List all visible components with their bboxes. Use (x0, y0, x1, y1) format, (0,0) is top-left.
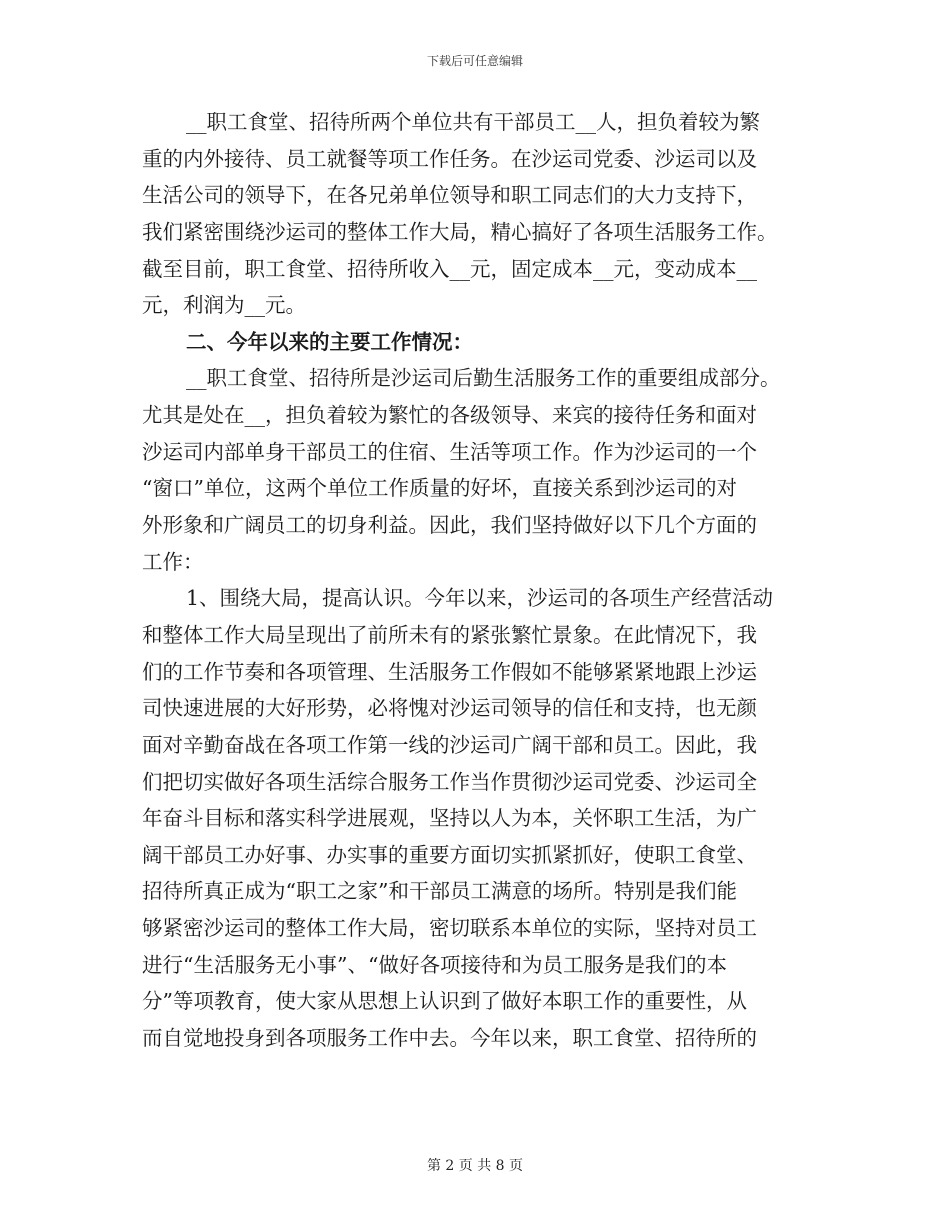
paragraph-line: 外形象和广阔员工的切身利益。因此，我们坚持做好以下几个方面的 (142, 513, 757, 538)
paragraph-line: 招待所真正成为“职工之家”和干部员工满意的场所。特别是我们能 (142, 879, 737, 904)
paragraph-line: __职工食堂、招待所是沙运司后勤生活服务工作的重要组成部分。 (186, 366, 781, 391)
paragraph-line: 而自觉地投身到各项服务工作中去。今年以来，职工食堂、招待所的 (142, 1026, 757, 1051)
paragraph-line: 工作： (142, 549, 204, 574)
paragraph-line: 元，利润为__元。 (142, 293, 306, 318)
paragraph-line: 重的内外接待、员工就餐等项工作任务。在沙运司党委、沙运司以及 (142, 146, 757, 171)
page-header-note: 下载后可任意编辑 (426, 54, 523, 68)
paragraph-line: 1、围绕大局，提高认识。今年以来，沙运司的各项生产经营活动 (186, 586, 774, 611)
paragraph-line: “窗口”单位，这两个单位工作质量的好坏，直接关系到沙运司的对 (142, 476, 737, 501)
paragraph-line: 司快速进展的大好形势，必将愧对沙运司领导的信任和支持，也无颜 (142, 696, 757, 721)
section-heading: 二、今年以来的主要工作情况： (186, 329, 473, 354)
paragraph-line: 够紧密沙运司的整体工作大局，密切联系本单位的实际，坚持对员工 (142, 916, 757, 941)
document-body (142, 104, 808, 1057)
page-number: 第 2 页 共 8 页 (426, 1158, 524, 1174)
paragraph-line: 沙运司内部单身干部员工的住宿、生活等项工作。作为沙运司的一个 (142, 439, 757, 464)
paragraph-line: 们把切实做好各项生活综合服务工作当作贯彻沙运司党委、沙运司全 (142, 769, 757, 794)
paragraph-line: 进行“生活服务无小事”、“做好各项接待和为员工服务是我们的本 (142, 952, 727, 977)
paragraph-line: 生活公司的领导下，在各兄弟单位领导和职工同志们的大力支持下， (142, 183, 757, 208)
paragraph-line: 分”等项教育，使大家从思想上认识到了做好本职工作的重要性，从 (142, 989, 747, 1014)
paragraph-line: 尤其是处在__，担负着较为繁忙的各级领导、来宾的接待任务和面对 (142, 403, 757, 428)
paragraph-line: 年奋斗目标和落实科学进展观，坚持以人为本，关怀职工生活，为广 (142, 806, 757, 831)
paragraph-line: 阔干部员工办好事、办实事的重要方面切实抓紧抓好，使职工食堂、 (142, 842, 757, 867)
paragraph-line: 们的工作节奏和各项管理、生活服务工作假如不能够紧紧地跟上沙运 (142, 659, 757, 684)
paragraph-line: 和整体工作大局呈现出了前所未有的紧张繁忙景象。在此情况下，我 (142, 622, 757, 647)
paragraph-line: 截至目前，职工食堂、招待所收入__元，固定成本__元，变动成本__ (142, 256, 757, 281)
paragraph-line: 我们紧密围绕沙运司的整体工作大局，精心搞好了各项生活服务工作。 (142, 219, 778, 244)
paragraph-line: 面对辛勤奋战在各项工作第一线的沙运司广阔干部和员工。因此，我 (142, 732, 757, 757)
paragraph-line: __职工食堂、招待所两个单位共有干部员工__人，担负着较为繁 (186, 110, 760, 134)
